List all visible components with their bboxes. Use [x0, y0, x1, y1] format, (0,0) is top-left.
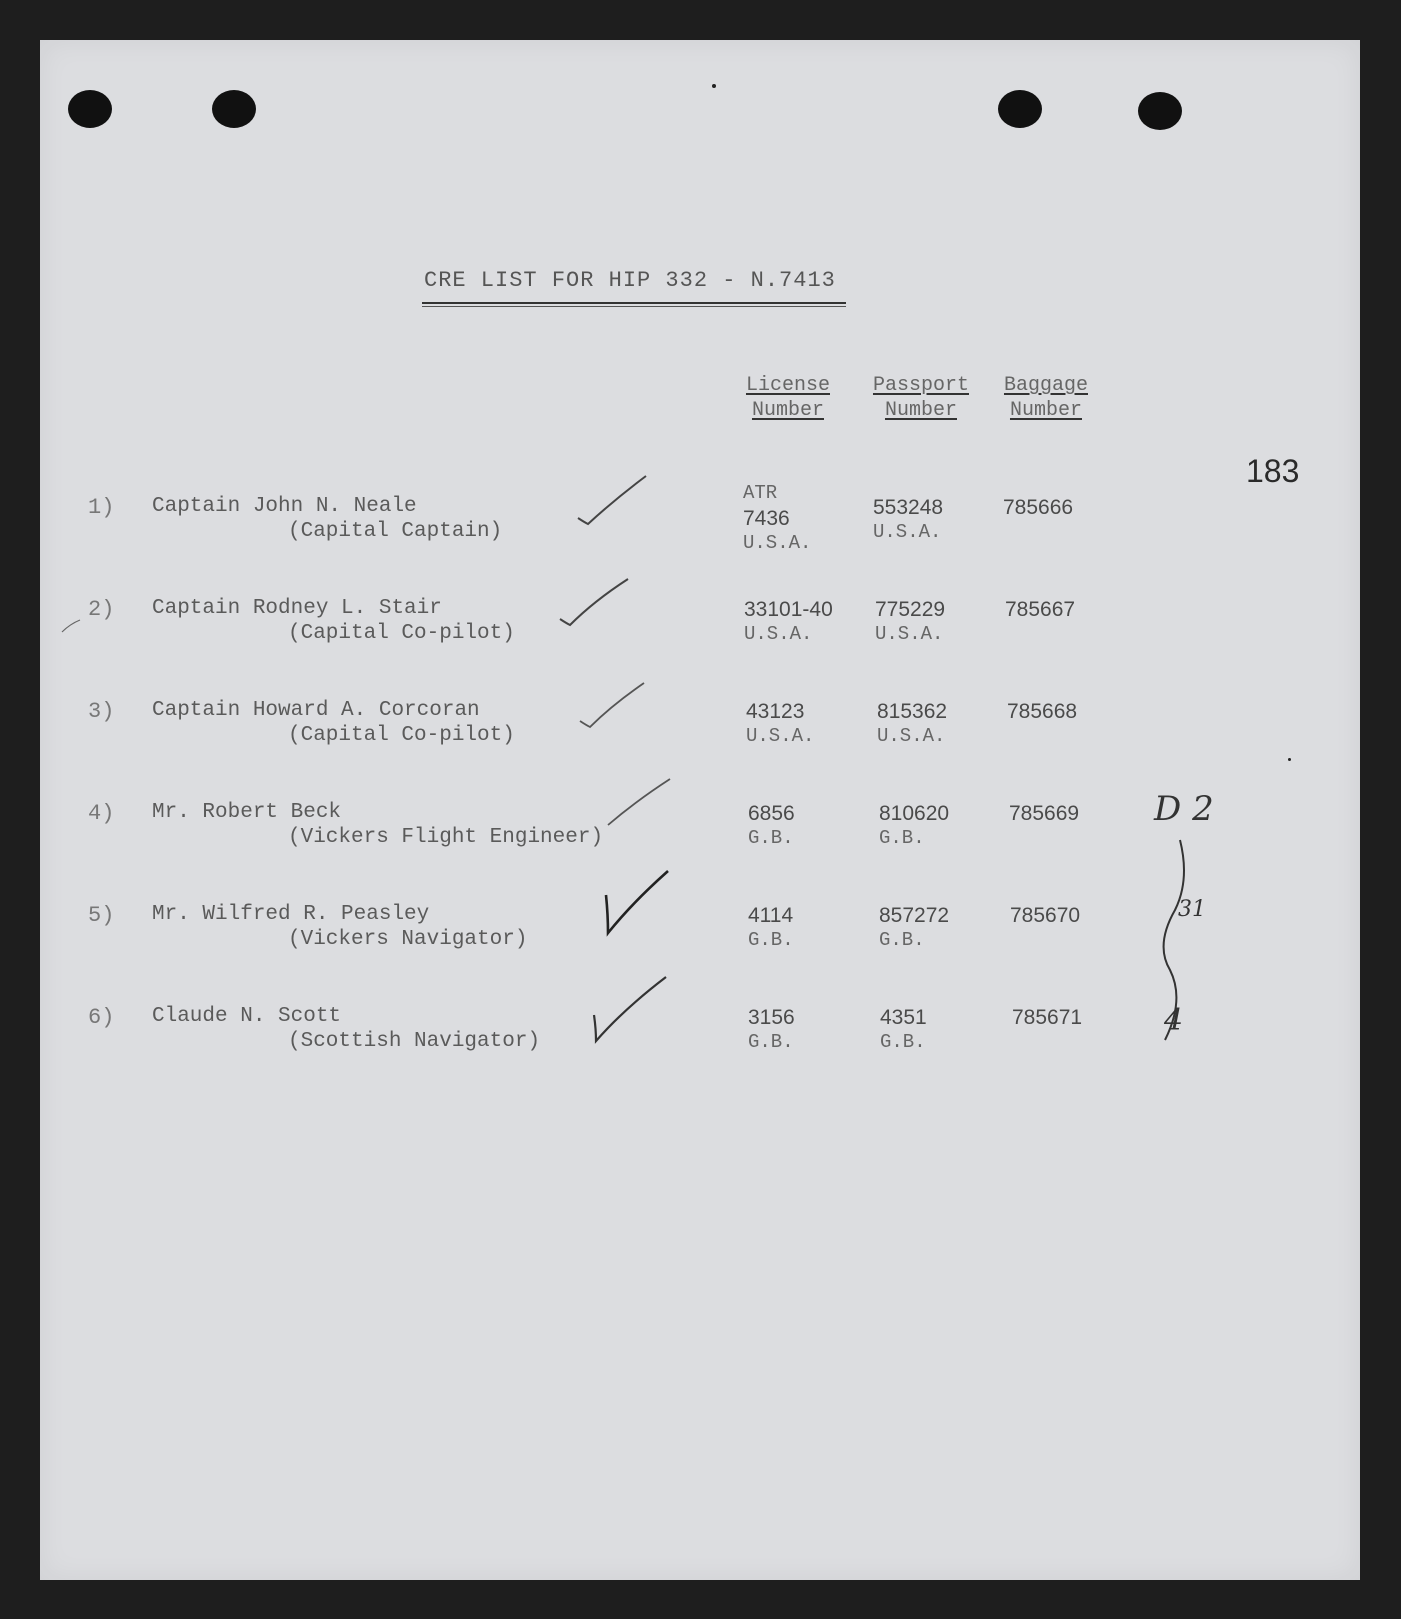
margin-note-row5: 31 — [1178, 897, 1206, 922]
passport-number: 553248 U.S.A. — [873, 496, 944, 543]
baggage-number: 785666 — [1003, 496, 1074, 519]
column-header-license: License Number — [745, 374, 830, 422]
license-number: 6856 G.B. — [748, 802, 795, 849]
row-index: 1) — [88, 495, 115, 520]
crew-name: Captain Rodney L. Stair — [152, 597, 442, 620]
passport-number: 775229 U.S.A. — [875, 598, 946, 645]
license-number: 43123 U.S.A. — [746, 700, 815, 747]
crew-role: (Capital Captain) — [288, 520, 503, 543]
passport-number: 4351 G.B. — [880, 1006, 927, 1053]
row-index: 3) — [88, 699, 115, 724]
page-number: 183 — [1246, 453, 1300, 489]
crew-role: (Vickers Navigator) — [288, 928, 528, 951]
crew-role: (Capital Co-pilot) — [288, 724, 515, 747]
passport-number: 810620 G.B. — [879, 802, 950, 849]
crew-row — [40, 801, 1360, 891]
license-number: ATR 7436 U.S.A. — [743, 482, 812, 554]
passport-number: 815362 U.S.A. — [877, 700, 948, 747]
checkmark-icon — [590, 975, 674, 1045]
passport-number: 857272 G.B. — [879, 904, 950, 951]
row-index: 4) — [88, 801, 115, 826]
punch-hole-1 — [68, 90, 112, 128]
crew-role: (Capital Co-pilot) — [288, 622, 515, 645]
baggage-number: 785670 — [1010, 904, 1081, 927]
punch-hole-4 — [1138, 92, 1182, 130]
crew-role: (Scottish Navigator) — [288, 1030, 541, 1053]
license-number: 3156 G.B. — [748, 1006, 795, 1053]
crew-name: Captain Howard A. Corcoran — [152, 699, 480, 722]
baggage-number: 785669 — [1009, 802, 1080, 825]
crew-row — [40, 699, 1360, 789]
crew-row — [40, 1005, 1360, 1095]
margin-note-row4: D 2 — [1154, 789, 1214, 829]
row-index: 5) — [88, 903, 115, 928]
checkmark-icon — [576, 675, 656, 735]
column-header-passport: Passport Number — [872, 374, 969, 422]
checkmark-icon — [606, 775, 686, 835]
crew-name: Claude N. Scott — [152, 1005, 342, 1028]
baggage-number: 785667 — [1005, 598, 1076, 621]
punch-hole-2 — [212, 90, 256, 128]
baggage-number: 785668 — [1007, 700, 1078, 723]
crew-name: Captain John N. Neale — [152, 495, 417, 518]
baggage-number: 785671 — [1012, 1006, 1083, 1029]
checkmark-icon — [556, 573, 636, 633]
checkmark-icon — [602, 869, 682, 939]
document-page — [40, 40, 1360, 1580]
row-index: 6) — [88, 1005, 115, 1030]
crew-row — [40, 903, 1360, 993]
document-title: CRE LIST FOR HIP 332 - N.7413 — [424, 268, 836, 293]
crew-name: Mr. Wilfred R. Peasley — [152, 903, 430, 926]
crew-name: Mr. Robert Beck — [152, 801, 342, 824]
crew-row — [40, 597, 1360, 687]
license-number: 4114 G.B. — [748, 904, 794, 951]
title-underline-secondary — [422, 306, 846, 307]
crew-row — [40, 482, 1360, 585]
license-number: 33101-40 U.S.A. — [744, 598, 833, 645]
checkmark-icon — [574, 470, 654, 530]
margin-note-row6: 4 — [1164, 1003, 1184, 1038]
punch-hole-3 — [998, 90, 1042, 128]
title-underline — [422, 302, 846, 304]
column-header-baggage: Baggage Number — [1003, 374, 1088, 422]
row-index: 2) — [88, 597, 115, 622]
crew-role: (Vickers Flight Engineer) — [288, 826, 604, 849]
speck — [712, 84, 716, 88]
